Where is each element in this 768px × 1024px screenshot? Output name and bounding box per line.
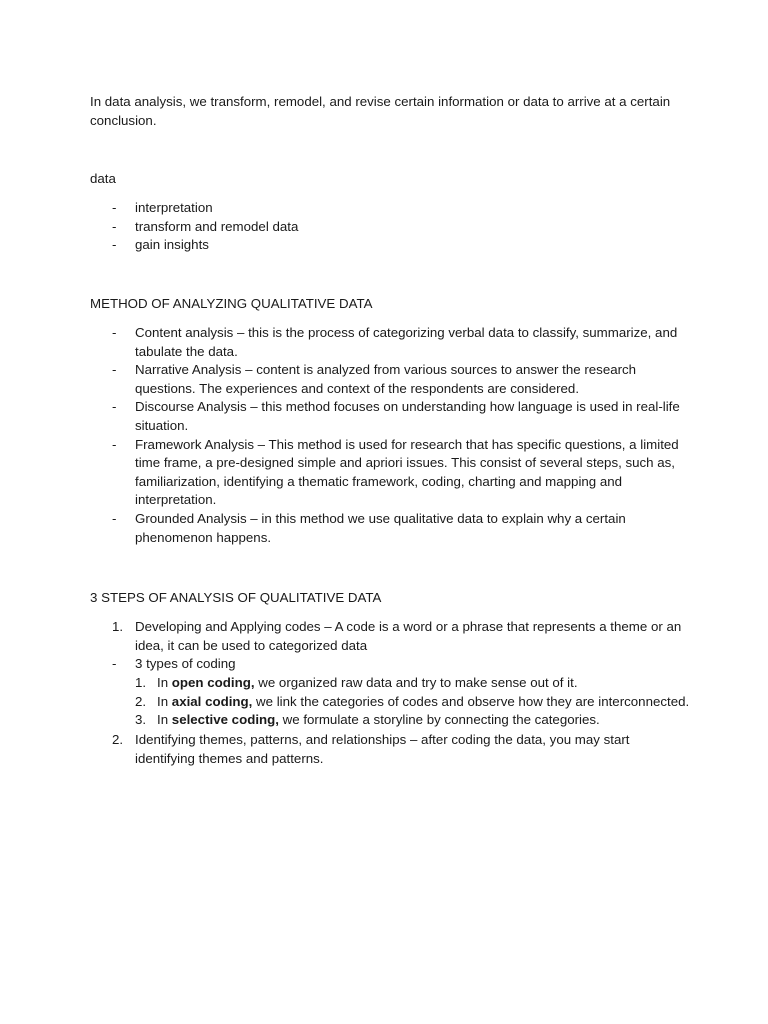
number-marker: 1. xyxy=(135,675,147,690)
number-marker: 2. xyxy=(135,693,147,709)
dash-marker: - xyxy=(112,510,117,526)
list-item: - interpretation xyxy=(90,199,690,218)
dash-marker: - xyxy=(112,325,117,340)
steps-list-continued xyxy=(90,731,690,768)
steps-list xyxy=(90,618,690,674)
bold-term: selective coding, xyxy=(171,712,279,728)
dash-marker: - xyxy=(112,200,117,215)
list-item: - Content analysis – this is the process of categorizing verbal data to classify, summarize, and tabulate the data. xyxy=(112,325,678,359)
bold-term: axial coding, xyxy=(171,693,253,709)
data-heading: data xyxy=(90,171,116,186)
intro-paragraph: In data analysis, we transform, remodel, and revise certain information or data to arrive at a certain conclusion. xyxy=(90,94,671,128)
list-item: - transform and remodel data xyxy=(90,218,690,237)
dash-marker: - xyxy=(112,237,117,253)
dash-marker: - xyxy=(112,436,117,452)
steps-heading: 3 STEPS OF ANALYSIS OF QUALITATIVE DATA xyxy=(90,590,382,605)
list-item: - 3 types of coding xyxy=(90,655,690,674)
methods-list xyxy=(90,324,690,547)
list-item: - gain insights xyxy=(90,236,690,255)
coding-list xyxy=(90,674,690,730)
data-list xyxy=(90,199,690,255)
bold-term: open coding, xyxy=(171,675,255,690)
dash-marker: - xyxy=(112,362,117,378)
methods-heading: METHOD OF ANALYZING QUALITATIVE DATA xyxy=(90,296,373,311)
number-marker: 2. xyxy=(112,732,124,747)
number-marker: 1. xyxy=(112,619,124,634)
list-item: 3. In selective coding, we formulate a storyline by connecting the categories. xyxy=(90,711,690,730)
number-marker: 3. xyxy=(135,712,147,728)
list-item: - Framework Analysis – This method is used for research that has specific questions, a limited time frame, a pre-designed simple and apriori issues. This consist of several steps, such as, familiarization, identifying a thematic framework, coding, charting and mapping and interpretation. xyxy=(112,436,679,508)
list-item: 1. In open coding, we organized raw data and try to make sense out of it. xyxy=(90,674,690,693)
list-item: - Narrative Analysis – content is analyzed from various sources to answer the research questions. The experiences and context of the respondents are considered. xyxy=(112,362,637,396)
list-item: 1. Developing and Applying codes – A code is a word or a phrase that represents a theme or an idea, it can be used to categorized data xyxy=(112,619,682,653)
list-item: - Grounded Analysis – in this method we use qualitative data to explain why a certain phenomenon happens. xyxy=(112,510,626,545)
dash-marker: - xyxy=(112,218,117,234)
dash-marker: - xyxy=(112,399,117,415)
list-item: 2. In axial coding, we link the categories of codes and observe how they are interconnected. xyxy=(90,693,690,712)
list-item: 2. Identifying themes, patterns, and relationships – after coding the data, you may start identifying themes and patterns. xyxy=(112,732,630,766)
list-item: - Discourse Analysis – this method focuses on understanding how language is used in real-life situation. xyxy=(112,399,680,433)
dash-marker: - xyxy=(112,656,117,672)
